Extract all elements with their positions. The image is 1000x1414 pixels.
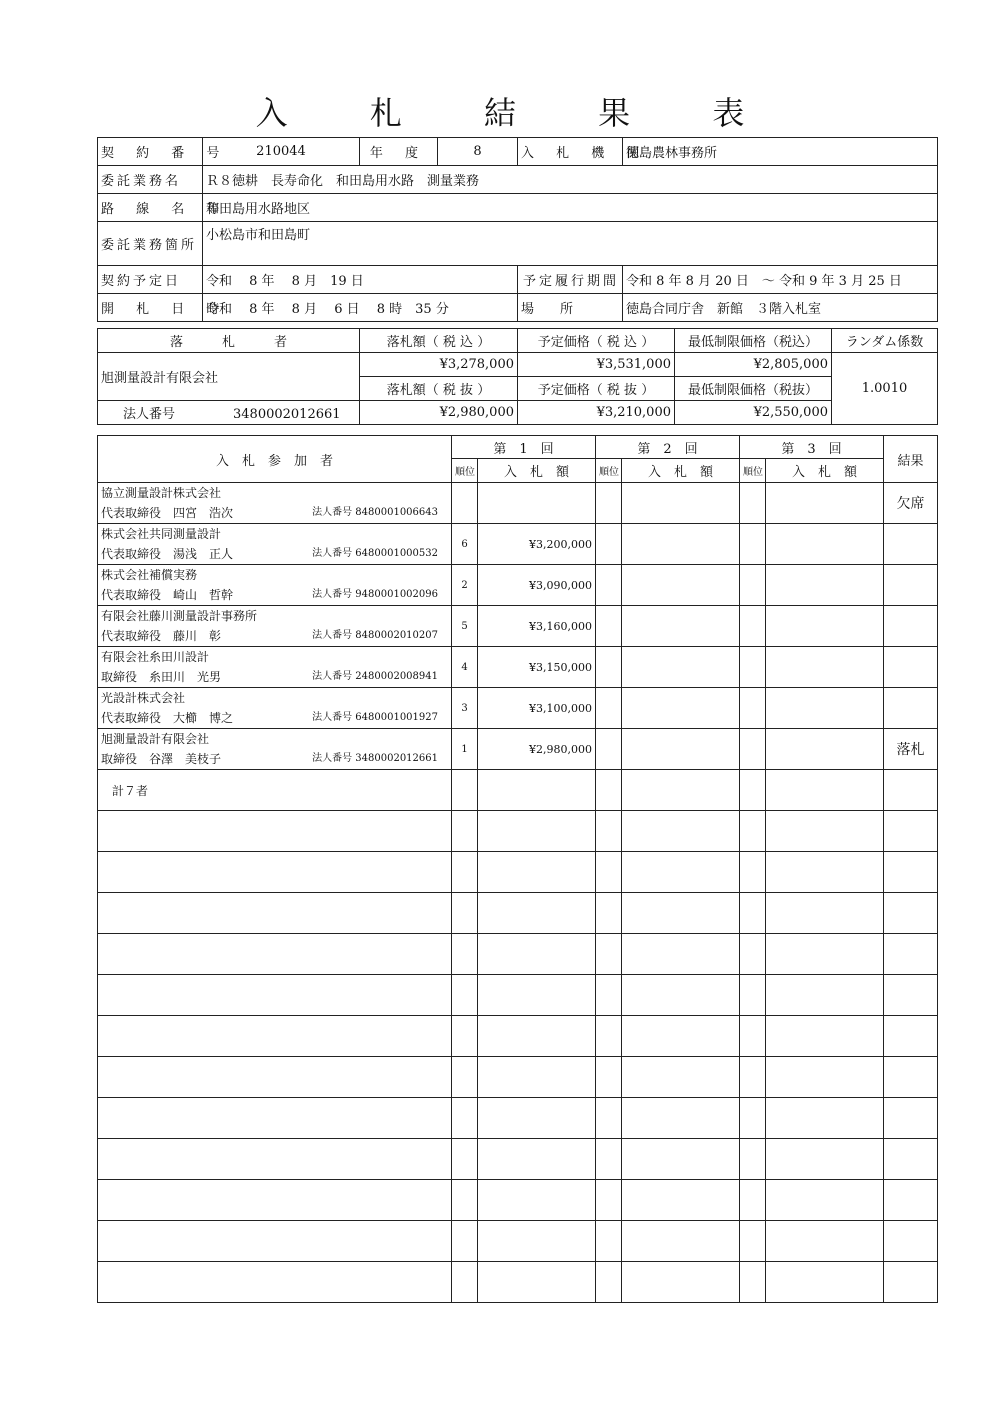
round3-header: 第 3 回	[740, 436, 884, 459]
bidder-cell	[98, 483, 452, 524]
empty-row	[98, 811, 938, 852]
bid-rank-3	[740, 524, 766, 565]
route-label: 路 線 名 等	[98, 194, 203, 222]
winner-name: 旭測量設計有限会社	[98, 353, 360, 401]
agency-label: 入 札 機 関	[518, 138, 623, 166]
bid-rank: 2	[452, 565, 478, 606]
min-incl-label: 最低制限価格（税込）	[675, 329, 832, 353]
bid-result	[884, 688, 938, 729]
period-label: 予定履行期間	[518, 266, 623, 294]
empty-row	[98, 1180, 938, 1221]
bid-amount-2	[622, 565, 740, 606]
bid-amount-3	[766, 688, 884, 729]
bid-rank-2	[596, 524, 622, 565]
winner-label: 落 札 者	[98, 329, 360, 353]
opening-datetime: 令和 8 年 8 月 6 日 8 時 35 分	[203, 294, 518, 322]
empty-row	[98, 975, 938, 1016]
amount-header-1: 入 札 額	[478, 459, 596, 483]
contract-no-label: 契 約 番 号	[98, 138, 203, 166]
company-name: 協立測量設計株式会社	[101, 486, 222, 500]
planned-excl: ¥3,210,000	[518, 401, 675, 425]
empty-row	[98, 893, 938, 934]
route-name: 和田島用水路地区	[203, 194, 938, 222]
bid-rank-2	[596, 688, 622, 729]
place: 徳島合同庁舎 新館 ３階入札室	[623, 294, 938, 322]
bid-result: 落札	[884, 729, 938, 770]
empty-row	[98, 1221, 938, 1262]
contract-date: 令和 8 年 8 月 19 日	[203, 266, 518, 294]
bid-rank-3	[740, 688, 766, 729]
amount-header-2: 入 札 額	[622, 459, 740, 483]
bid-amount: ¥3,090,000	[478, 565, 596, 606]
bid-amount-3	[766, 483, 884, 524]
bids-table	[97, 435, 938, 1303]
empty-row	[98, 1139, 938, 1180]
bid-result	[884, 606, 938, 647]
participants-header: 入 札 参 加 者	[98, 436, 452, 483]
empty-row	[98, 1057, 938, 1098]
total-count: 計７者	[98, 770, 452, 811]
bid-amount-2	[622, 483, 740, 524]
bid-rank: 5	[452, 606, 478, 647]
amount-excl-label: 落札額（ 税 抜 ）	[360, 377, 518, 401]
rank-header-3: 順位	[740, 459, 766, 483]
planned-excl-label: 予定価格（ 税 抜 ）	[518, 377, 675, 401]
bid-rank-2	[596, 565, 622, 606]
bidder-corp-no: 法人番号 2480002008941	[312, 671, 438, 682]
bidder-corp-no: 法人番号 9480001002096	[312, 589, 438, 600]
bid-result: 欠席	[884, 483, 938, 524]
bid-amount-3	[766, 524, 884, 565]
agency: 徳島農林事務所	[623, 138, 938, 166]
representative: 代表取締役 崎山 哲幹	[101, 588, 234, 602]
location: 小松島市和田島町	[203, 222, 938, 266]
random-label: ランダム係数	[832, 329, 938, 353]
representative: 代表取締役 藤川 彰	[101, 629, 222, 643]
year: 8	[438, 138, 518, 166]
planned-incl: ¥3,531,000	[518, 353, 675, 377]
empty-row	[98, 1262, 938, 1303]
total-row	[98, 770, 938, 811]
bid-amount-3	[766, 606, 884, 647]
page-title: 入 札 結 果 表	[255, 94, 781, 132]
empty-row	[98, 852, 938, 893]
table-row	[98, 483, 938, 524]
bid-rank: 3	[452, 688, 478, 729]
project-name: Ｒ８徳耕 長寿命化 和田島用水路 測量業務	[203, 166, 938, 194]
company-name: 株式会社共同測量設計	[101, 527, 222, 541]
bid-result	[884, 524, 938, 565]
bidder-cell	[98, 647, 452, 688]
bid-amount-2	[622, 647, 740, 688]
representative: 代表取締役 湯浅 正人	[101, 547, 234, 561]
table-row	[98, 729, 938, 770]
amount-excl: ¥2,980,000	[360, 401, 518, 425]
winner-corp-no	[98, 401, 360, 425]
company-name: 株式会社補償実務	[101, 568, 198, 582]
empty-row	[98, 934, 938, 975]
representative: 取締役 谷澤 美枝子	[101, 752, 222, 766]
table-row	[98, 688, 938, 729]
result-header: 結果	[884, 436, 938, 483]
company-name: 光設計株式会社	[101, 691, 186, 705]
min-excl-label: 最低制限価格（税抜）	[675, 377, 832, 401]
min-excl: ¥2,550,000	[675, 401, 832, 425]
representative: 代表取締役 大櫛 博之	[101, 711, 234, 725]
bid-amount: ¥2,980,000	[478, 729, 596, 770]
bidder-cell	[98, 524, 452, 565]
bidder-corp-no: 法人番号 8480001006643	[312, 507, 438, 518]
place-label: 場 所	[518, 294, 623, 322]
bid-rank-3	[740, 483, 766, 524]
bidder-cell	[98, 565, 452, 606]
bid-amount	[478, 483, 596, 524]
bidder-cell	[98, 606, 452, 647]
amount-header-3: 入 札 額	[766, 459, 884, 483]
bid-rank: 1	[452, 729, 478, 770]
bid-amount: ¥3,100,000	[478, 688, 596, 729]
bid-result	[884, 647, 938, 688]
bid-amount-3	[766, 729, 884, 770]
bid-amount: ¥3,150,000	[478, 647, 596, 688]
company-name: 有限会社藤川測量設計事務所	[101, 609, 258, 623]
contract-info-table	[97, 137, 938, 322]
period: 令和 8 年 8 月 20 日 ～ 令和 9 年 3 月 25 日	[623, 266, 938, 294]
round2-header: 第 2 回	[596, 436, 740, 459]
amount-incl-label: 落札額（ 税 込 ）	[360, 329, 518, 353]
bid-amount-2	[622, 688, 740, 729]
bid-rank-2	[596, 483, 622, 524]
table-row	[98, 565, 938, 606]
bid-rank-2	[596, 647, 622, 688]
bidder-cell	[98, 729, 452, 770]
table-row	[98, 606, 938, 647]
year-label: 年 度	[360, 138, 438, 166]
bid-amount: ¥3,200,000	[478, 524, 596, 565]
location-label: 委託業務箇所	[98, 222, 203, 266]
rank-header-2: 順位	[596, 459, 622, 483]
corp-no-label: 法人番号	[123, 407, 176, 422]
planned-incl-label: 予定価格（ 税 込 ）	[518, 329, 675, 353]
bidder-corp-no: 法人番号 6480001001927	[312, 712, 438, 723]
table-row	[98, 524, 938, 565]
bidder-cell	[98, 688, 452, 729]
bid-rank	[452, 483, 478, 524]
bid-amount-2	[622, 729, 740, 770]
bid-rank: 6	[452, 524, 478, 565]
company-name: 有限会社糸田川設計	[101, 650, 210, 664]
bid-amount-2	[622, 606, 740, 647]
bid-rank-3	[740, 606, 766, 647]
contract-date-label: 契約予定日	[98, 266, 203, 294]
company-name: 旭測量設計有限会社	[101, 732, 210, 746]
bidder-corp-no: 法人番号 8480002010207	[312, 630, 438, 641]
amount-incl: ¥3,278,000	[360, 353, 518, 377]
bid-rank-3	[740, 565, 766, 606]
round1-header: 第 1 回	[452, 436, 596, 459]
bidder-corp-no: 法人番号 3480002012661	[312, 753, 438, 764]
bid-amount-3	[766, 565, 884, 606]
bid-amount-2	[622, 524, 740, 565]
empty-row	[98, 1016, 938, 1057]
bidder-corp-no: 法人番号 6480001000532	[312, 548, 438, 559]
bid-amount: ¥3,160,000	[478, 606, 596, 647]
bid-rank-2	[596, 729, 622, 770]
opening-label: 開 札 日 時	[98, 294, 203, 322]
min-incl: ¥2,805,000	[675, 353, 832, 377]
representative: 代表取締役 四宮 浩次	[101, 506, 234, 520]
corp-no: 3480002012661	[233, 407, 341, 422]
table-row	[98, 647, 938, 688]
bid-rank-3	[740, 647, 766, 688]
bid-rank: 4	[452, 647, 478, 688]
rank-header-1: 順位	[452, 459, 478, 483]
award-table	[97, 328, 938, 425]
representative: 取締役 糸田川 光男	[101, 670, 222, 684]
bid-rank-2	[596, 606, 622, 647]
project-label: 委託業務名	[98, 166, 203, 194]
bid-amount-3	[766, 647, 884, 688]
bid-result	[884, 565, 938, 606]
empty-row	[98, 1098, 938, 1139]
random-coefficient: 1.0010	[832, 353, 938, 425]
contract-no: 210044	[203, 138, 360, 166]
bid-rank-3	[740, 729, 766, 770]
bid-rows	[98, 483, 938, 1303]
